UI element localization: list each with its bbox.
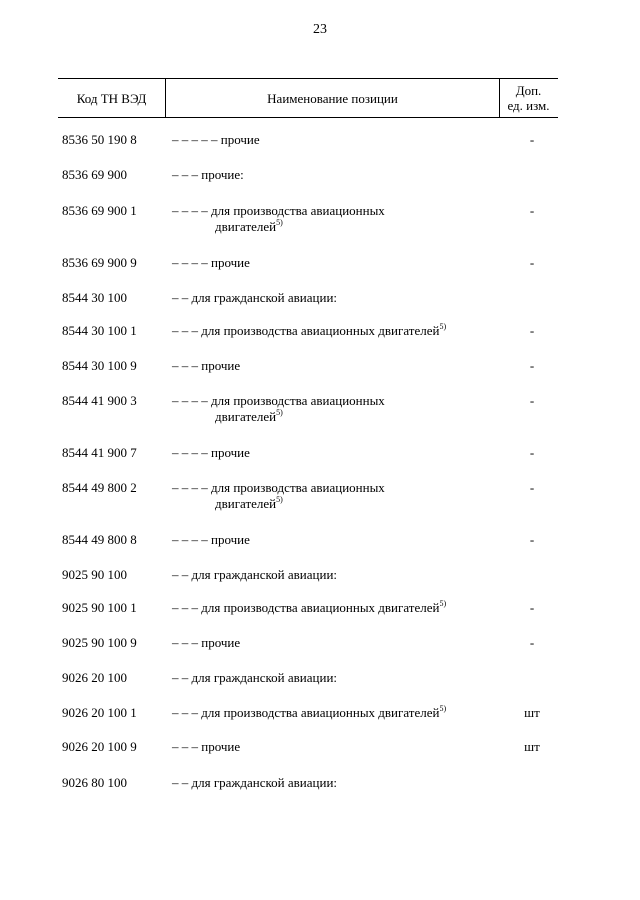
header-unit-line2: ед. изм.: [507, 98, 550, 113]
row-unit: -: [529, 393, 535, 408]
header-name: Наименование позиции: [267, 90, 398, 106]
row-unit: -: [529, 635, 535, 650]
header-unit-line1: Доп.: [515, 83, 542, 98]
row-code: 9025 90 100 1: [62, 600, 137, 615]
row-code: 8536 69 900 1: [62, 203, 137, 218]
row-code: 9025 90 100: [62, 567, 127, 582]
row-unit: -: [529, 600, 535, 615]
footnote-marker: 5): [276, 218, 283, 227]
footnote-marker: 5): [276, 495, 283, 504]
row-code: 9026 20 100 1: [62, 705, 137, 720]
row-name: – – – – для производства авиационных двигателей$^{5)}$: [172, 393, 385, 424]
row-name: – – – – для производства авиационных двигателей$^{5)}$: [172, 480, 385, 511]
row-name: – – для гражданской авиации:: [172, 567, 338, 582]
footnote-marker: 5): [439, 322, 447, 331]
row-name: – – – для производства авиационных двигателей$^{5)}$: [172, 599, 447, 615]
table-header: [58, 78, 558, 118]
row-name: – – – для производства авиационных двигателей$^{5)}$: [172, 322, 447, 338]
row-code: 8544 30 100: [62, 290, 127, 305]
row-code: 9025 90 100 9: [62, 635, 137, 650]
row-code: 8536 69 900 9: [62, 255, 137, 270]
row-code: 8544 41 900 3: [62, 393, 137, 408]
footnote-marker: 5): [276, 408, 283, 417]
row-name: – – для гражданской авиации:: [172, 775, 338, 790]
row-name: – – – – для производства авиационных двигателей$^{5)}$: [172, 203, 385, 234]
row-name: – – для гражданской авиации:: [172, 670, 338, 685]
row-unit: -: [529, 323, 535, 338]
row-name: – – – прочие: [172, 358, 241, 373]
row-code: 9026 20 100 9: [62, 739, 137, 754]
row-unit: -: [529, 203, 535, 218]
row-code: 8544 30 100 9: [62, 358, 137, 373]
row-unit: -: [529, 445, 535, 460]
row-code: 9026 80 100: [62, 775, 127, 790]
row-code: 8544 30 100 1: [62, 323, 137, 338]
row-name: – – – прочие: [172, 635, 241, 650]
row-unit: шт: [524, 739, 540, 754]
row-name: – – для гражданской авиации:: [172, 290, 338, 305]
row-code: 8544 49 800 2: [62, 480, 137, 495]
header-code: Код ТН ВЭД: [76, 90, 147, 106]
header-unit: [499, 79, 558, 117]
row-code: 9026 20 100: [62, 670, 127, 685]
row-name: – – – – прочие: [172, 532, 250, 547]
footnote-marker: 5): [439, 599, 447, 608]
row-code: 8544 41 900 7: [62, 445, 137, 460]
footnote-marker: 5): [439, 704, 447, 713]
row-code: 8536 50 190 8: [62, 132, 137, 147]
row-unit: шт: [524, 705, 540, 720]
row-code: 8536 69 900: [62, 167, 127, 182]
page-number: 23: [313, 22, 327, 37]
row-name: – – – – – прочие: [172, 132, 260, 147]
row-unit: -: [529, 358, 535, 373]
row-name: – – – прочие:: [172, 167, 244, 182]
row-name: – – – – прочие: [172, 255, 250, 270]
row-unit: -: [529, 132, 535, 147]
row-name: – – – – прочие: [172, 445, 250, 460]
row-name: – – – прочие: [172, 739, 241, 754]
row-unit: -: [529, 255, 535, 270]
row-name: – – – для производства авиационных двигателей$^{5)}$: [172, 704, 447, 720]
row-code: 8544 49 800 8: [62, 532, 137, 547]
row-unit: -: [529, 480, 535, 495]
row-unit: -: [529, 532, 535, 547]
